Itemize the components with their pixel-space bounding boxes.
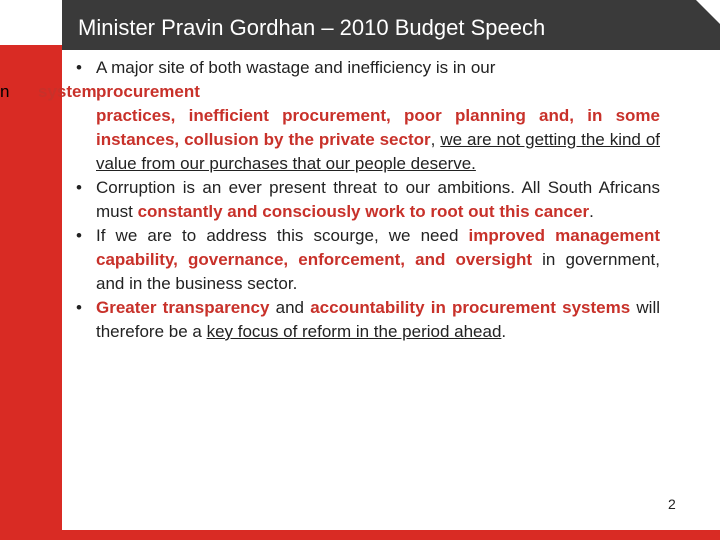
bullet-line: A major site of both wastage and inefficiency is in our	[96, 58, 496, 77]
bullet-list	[74, 56, 660, 344]
bullet-text	[96, 298, 660, 341]
emphasis-red: procurement	[96, 82, 200, 101]
bullet-line: and	[269, 298, 311, 317]
emphasis-red: accountability in procurement systems	[310, 298, 631, 317]
bullet-text	[96, 178, 660, 221]
clipped-fragment: n	[0, 82, 10, 101]
bullet-procurement	[74, 56, 660, 176]
bullet-line: .	[589, 202, 594, 221]
emphasis-red: constantly and consciously work to root out this cancer	[137, 202, 590, 221]
bullet-dot: •	[76, 178, 82, 197]
underlined-text: key focus of reform in the period ahead	[206, 322, 502, 341]
title-bar-notch	[696, 0, 720, 24]
bullet-line: If we are to address this scourge, we need	[96, 226, 469, 245]
bullet-line: Corruption is an ever present threat to our ambitions. All South Africans must	[96, 178, 660, 221]
bullet-line: in government, and in the business sector.	[96, 250, 660, 293]
bullet-text	[96, 226, 660, 293]
bullet-scourge	[74, 224, 660, 296]
page-number: 2	[668, 496, 676, 512]
bullet-dot: •	[76, 298, 82, 317]
bullet-line: .	[501, 322, 507, 341]
underlined-text: we are not getting the kind of value from our purchases that our people deserve.	[96, 130, 661, 173]
left-accent-bar	[0, 0, 62, 540]
bottom-accent-stripe	[0, 530, 720, 540]
bullet-line: will therefore be a	[96, 298, 660, 341]
emphasis-red: Greater transparency	[96, 298, 270, 317]
bullet-transparency	[74, 296, 660, 344]
slide-title: Minister Pravin Gordhan – 2010 Budget Speech	[78, 15, 546, 40]
emphasis-red: improved management capability, governance, enforcement, and oversight	[96, 226, 660, 269]
separator: ,	[430, 130, 441, 149]
bullet-text	[96, 58, 660, 173]
bullet-dot: •	[76, 226, 82, 245]
bullet-corruption	[74, 176, 660, 224]
emphasis-red: practices, inefficient procurement, poor planning and, in some instances, collusion by the private sector	[96, 106, 660, 149]
bullet-dot: •	[76, 58, 82, 77]
overlapping-fragment: system	[38, 82, 97, 101]
